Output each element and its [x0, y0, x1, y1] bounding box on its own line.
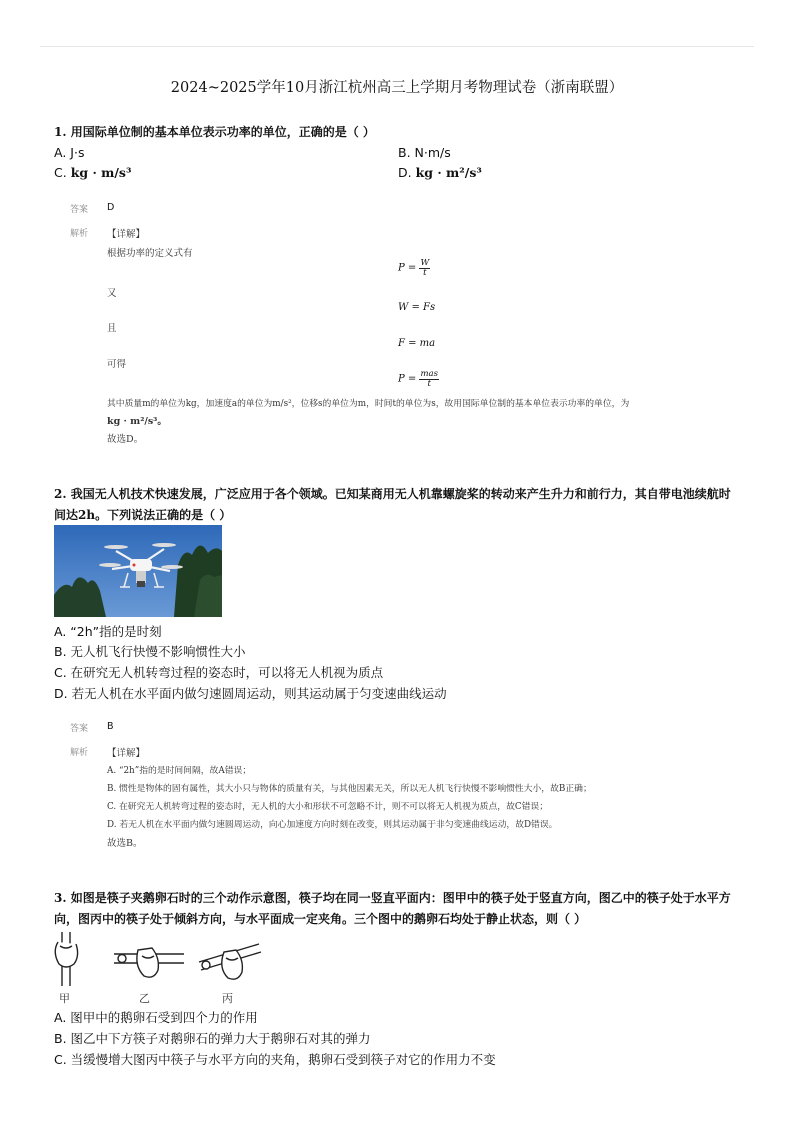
q3-option-c: C. 当缓慢增大图丙中筷子与水平方向的夹角，鹅卵石受到筷子对它的作用力不变 [54, 1052, 496, 1067]
q1-option-c: C. kg · m/s³ [54, 165, 132, 180]
q1-conclusion: 故选D。 [107, 434, 144, 445]
q1-detail-heading: 【详解】 [107, 229, 146, 240]
q1-formula-4: P = $\frac{\text{mas}}{t}$ [398, 369, 438, 389]
q2-conclusion: 故选B。 [107, 838, 143, 849]
q3-option-a: A. 图甲中的鹅卵石受到四个力的作用 [54, 1010, 258, 1025]
q1-explanation: 其中质量m的单位为kg，加速度a的单位为m/s²，位移s的单位为m，时间t的单位为s，故用国际单位制的基本单位表示功率的单位，为 [107, 399, 630, 409]
q2-answer-label: 答案 [70, 724, 89, 734]
q1-formula-1: P = $\frac{W}{t}$ [398, 258, 430, 278]
q2-stem-line-1: 2. 我国无人机技术快速发展，广泛应用于各个领域。已知某商用无人机靠螺旋桨的转动来产生升力和前行力，其自带电池续航时 [54, 487, 731, 501]
q2-answer: B [107, 721, 114, 732]
q1-line-3: 且 [107, 323, 117, 334]
drone-photo [54, 525, 222, 617]
q1-line-1: 根据功率的定义式有 [107, 248, 193, 259]
fig-label-yi: 乙 [139, 992, 150, 1005]
fig-label-jia: 甲 [59, 992, 70, 1005]
q2-detail-d: D. 若无人机在水平面内做匀速圆周运动，向心加速度方向时刻在改变，则其运动属于非匀变速曲线运动，故D错误。 [107, 820, 558, 830]
fig-label-bing: 丙 [222, 992, 233, 1005]
q1-line-4: 可得 [107, 359, 127, 370]
q2-stem-line-2: 间达2h。下列说法正确的是（ ） [54, 508, 232, 522]
q1-formula-2: W = Fs [398, 302, 436, 313]
header-divider [40, 46, 754, 47]
q1-stem: 1. 用国际单位制的基本单位表示功率的单位，正确的是（ ） [54, 125, 375, 139]
chopsticks-figure [54, 930, 264, 990]
q2-detail-b: B. 惯性是物体的固有属性，其大小只与物体的质量有关，与其他因素无关，所以无人机飞行快慢不影响惯性大小，故B正确； [107, 784, 592, 794]
q2-option-a: A. “2h”指的是时刻 [54, 624, 162, 639]
q2-option-d: D. 若无人机在水平面内做匀速圆周运动，则其运动属于匀变速曲线运动 [54, 686, 447, 701]
q2-option-c: C. 在研究无人机转弯过程的姿态时，可以将无人机视为质点 [54, 665, 384, 680]
q3-option-b: B. 图乙中下方筷子对鹅卵石的弹力大于鹅卵石对其的弹力 [54, 1031, 371, 1046]
q1-analysis-label: 解析 [70, 229, 89, 239]
page-title: 2024~2025学年10月浙江杭州高三上学期月考物理试卷（浙南联盟） [170, 80, 624, 96]
q2-analysis-label: 解析 [70, 748, 89, 758]
q2-detail-heading: 【详解】 [107, 748, 146, 759]
figure-yi [114, 948, 184, 977]
figure-jia [55, 932, 77, 986]
q3-stem-line-1: 3. 如图是筷子夹鹅卵石时的三个动作示意图，筷子均在同一竖直平面内：图甲中的筷子处于竖直方向，图乙中的筷子处于水平方 [54, 891, 731, 905]
q1-answer: D [107, 202, 115, 213]
q2-option-b: B. 无人机飞行快慢不影响惯性大小 [54, 644, 246, 659]
q2-detail-a: A. “2h”指的是时间间隔，故A错误； [107, 766, 252, 776]
q1-option-d: D. kg · m²/s³ [398, 165, 482, 180]
q3-stem-line-2: 向，图丙中的筷子处于倾斜方向，与水平面成一定夹角。三个图中的鹅卵石均处于静止状态，则（ ） [54, 912, 587, 926]
q1-formula-3: F = ma [398, 338, 436, 349]
figure-bing [199, 944, 261, 979]
q1-option-a: A. J·s [54, 145, 85, 160]
q2-detail-c: C. 在研究无人机转弯过程的姿态时，无人机的大小和形状不可忽略不计，则不可以将无人机视为质点，故C错误； [107, 802, 548, 812]
q1-option-b: B. N·m/s [398, 145, 451, 160]
q1-answer-label: 答案 [70, 205, 89, 215]
q1-line-2: 又 [107, 288, 117, 299]
q1-explanation-unit: kg · m²/s³。 [107, 416, 167, 427]
